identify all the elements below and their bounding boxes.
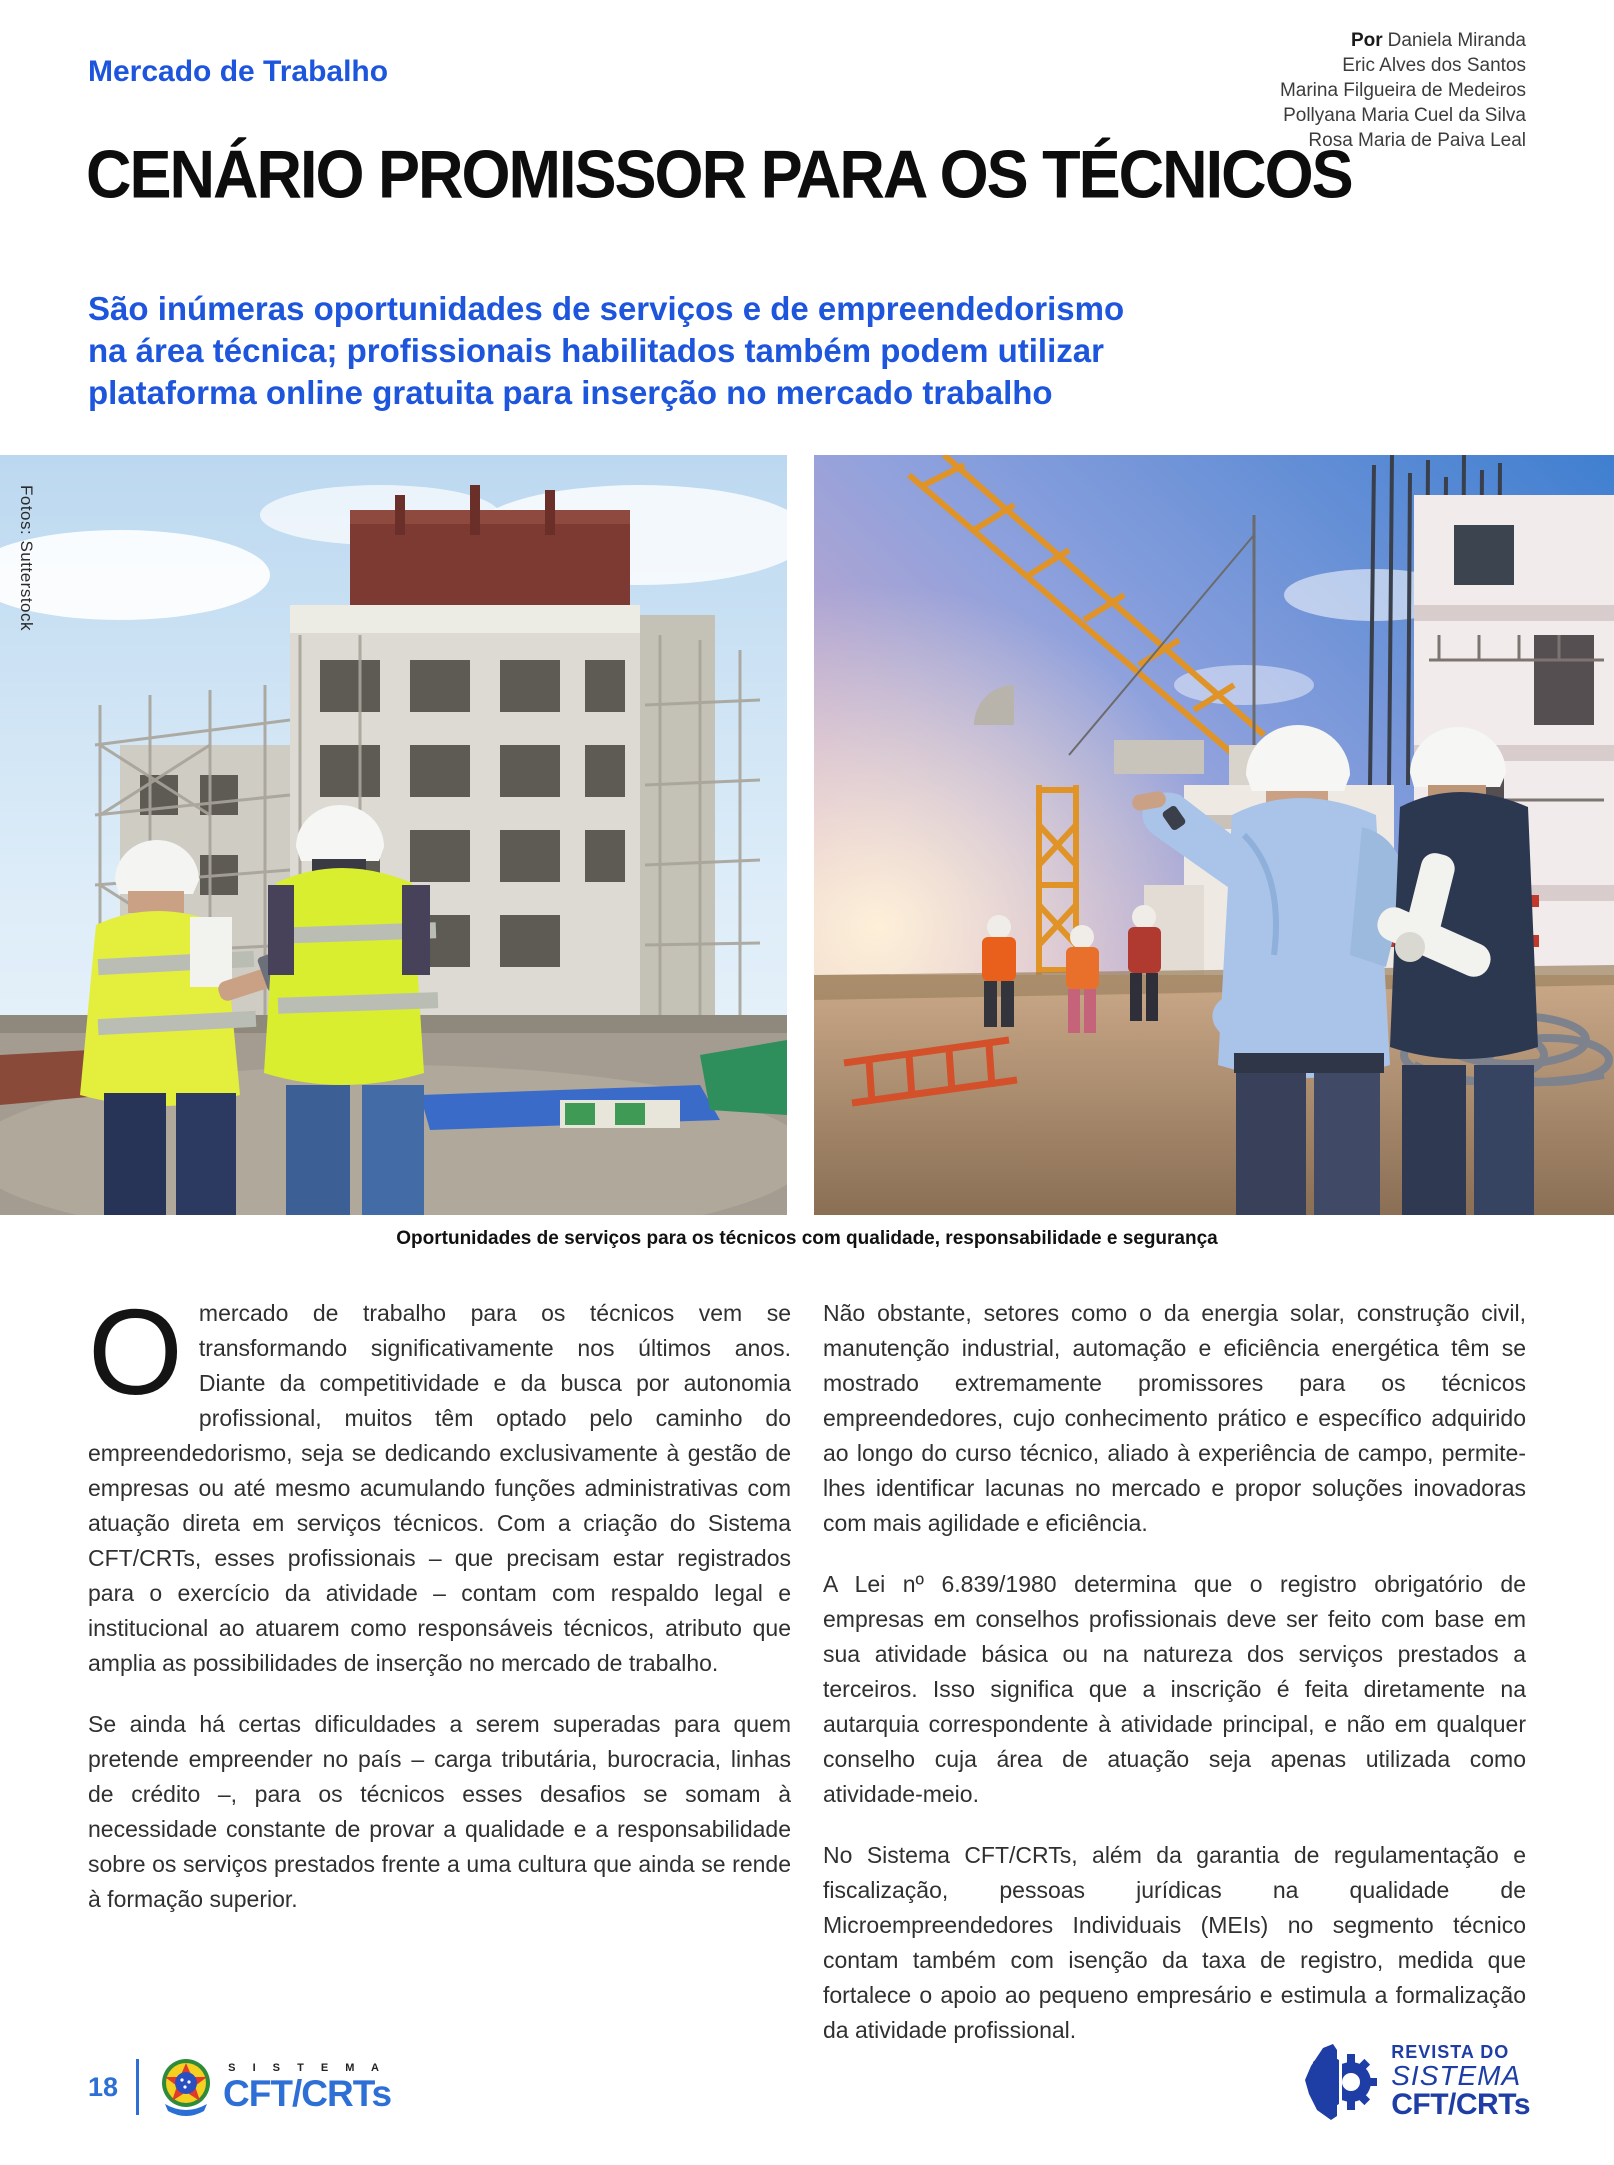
engineers-crane-photo: [814, 455, 1614, 1215]
byline-line: Rosa Maria de Paiva Leal: [1308, 130, 1526, 152]
footer-divider: [136, 2059, 139, 2115]
byline-line: Por Daniela Miranda: [1350, 30, 1526, 51]
engineers-crane-illustration: [814, 455, 1614, 1215]
byline-line: Pollyana Maria Cuel da Silva: [1283, 105, 1526, 127]
brazil-gear-icon: [1303, 2040, 1381, 2124]
footer-right: [1303, 2040, 1530, 2124]
byline-line: Marina Filgueira de Medeiros: [1279, 80, 1526, 102]
sistema-label: S I S T E M A: [228, 2062, 386, 2074]
drop-cap: O: [88, 1284, 183, 1420]
section-kicker: Mercado de Trabalho: [88, 55, 389, 88]
cft-crts-logo: [157, 2056, 391, 2118]
page-subtitle: São inúmeras oportunidades de serviços e de empreendedorismo na área técnica; profissionais habilitados também podem utilizar plataforma online gratuita para inserção no mercado trabalho: [88, 290, 1125, 412]
photo-caption: Oportunidades de serviços para os técnicos com qualidade, responsabilidade e segurança: [396, 1228, 1218, 1249]
coat-of-arms-icon: [157, 2056, 215, 2118]
cft-crts-brand: CFT/CRTs: [223, 2073, 392, 2114]
article-column-right: [823, 1296, 1526, 2074]
footer-left: [88, 2056, 391, 2118]
article-column-left: [88, 1284, 791, 2074]
article-body: [88, 1284, 1526, 2074]
construction-building-photo: [0, 455, 787, 1215]
construction-building-illustration: [0, 455, 787, 1215]
byline: [1280, 28, 1526, 153]
photo-row: [0, 455, 1614, 1215]
paragraph: Se ainda há certas dificuldades a serem superadas para quem pretende empreender no país – carga tributária, burocracia, linhas de crédito –, para os técnicos esses desafios se somam à necessidade constante de provar a qualidade e a responsabilidade sobre os serviços prestados frente a uma cultura que ainda se rende à formação superior.: [88, 1711, 791, 1912]
paragraph: Omercado de trabalho para os técnicos vem se transformando significativamente nos últimos anos. Diante da competitividade e da busca por autonomia profissional, muitos têm optado pelo caminho do empreendedorismo, seja se dedicando exclusivamente à gestão de empresas ou até mesmo acumulando funções administrativas com atuação direta em serviços técnicos. Com a criação do Sistema CFT/CRTs, esses profissionais – que precisam estar registrados para o exercício da atividade – contam com respaldo legal e institucional ao atuarem como responsáveis técnicos, atributo que amplia as possibilidades de inserção no mercado de trabalho.: [88, 1284, 791, 1676]
revista-logo-text: [1391, 2043, 1530, 2121]
paragraph: Não obstante, setores como o da energia solar, construção civil, manutenção industrial, automação e eficiência energética têm se mostrado extremamente promissores para os técnicos empreendedores, cujo conhecimento prático e específico adquirido ao longo do curso técnico, aliado à experiência de campo, permite-lhes identificar lacunas no mercado e propor soluções inovadoras com mais agilidade e eficiência.: [823, 1300, 1526, 1536]
cft-crts-logo-text: [223, 2062, 391, 2112]
revista-do-label: REVISTA DO: [1391, 2042, 1510, 2063]
paragraph: A Lei nº 6.839/1980 determina que o registro obrigatório de empresas em conselhos profissionais deve ser feito com base em sua atividade básica ou na natureza dos serviços prestados a terceiros. Isso significa que a inscrição é feita diretamente na autarquia correspondente à atividade principal, e não em qualquer conselho cuja área de atuação seja apenas utilizada como atividade-meio.: [823, 1571, 1526, 1807]
page-number: 18: [88, 2071, 119, 2102]
paragraph: No Sistema CFT/CRTs, além da garantia de regulamentação e fiscalização, pessoas jurídicas na qualidade de Microempreendedores Individuais (MEIs) no segmento técnico contam também com isenção da taxa de registro, medida que fortalece o apoio ao pequeno empresário e estimula a formalização da atividade profissional.: [823, 1842, 1526, 2043]
photo-credit: Fotos: Sutterstock: [17, 485, 36, 631]
page-title: CENÁRIO PROMISSOR PARA OS TÉCNICOS: [86, 137, 1352, 213]
cft-crts-navy-label: CFT/CRTs: [1391, 2088, 1530, 2122]
byline-prefix: Por: [1350, 30, 1383, 51]
byline-line: Eric Alves dos Santos: [1342, 55, 1526, 77]
sistema-italic-label: SISTEMA: [1391, 2059, 1522, 2091]
